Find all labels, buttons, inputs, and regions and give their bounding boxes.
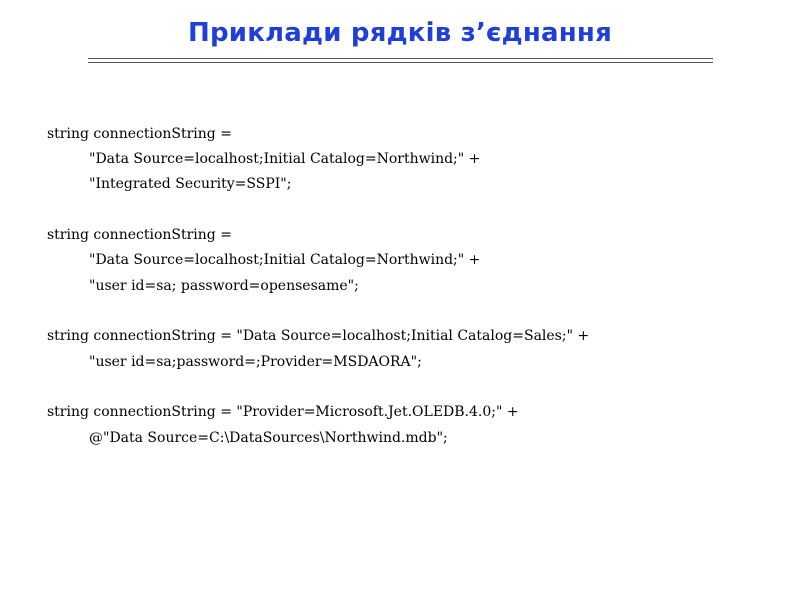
code-line: string connectionString =: [47, 126, 232, 142]
slide-title: Приклади рядків з’єднання: [188, 18, 612, 48]
code-line: string connectionString =: [47, 227, 232, 243]
code-line: @"Data Source=C:\DataSources\Northwind.mdb";: [89, 430, 448, 446]
code-line: "Integrated Security=SSPI";: [89, 176, 292, 192]
code-line: string connectionString = "Provider=Microsoft.Jet.OLEDB.4.0;" +: [47, 404, 519, 420]
code-line: "user id=sa;password=;Provider=MSDAORA";: [89, 354, 422, 370]
code-line: string connectionString = "Data Source=localhost;Initial Catalog=Sales;" +: [47, 328, 590, 344]
code-line: "Data Source=localhost;Initial Catalog=Northwind;" +: [89, 252, 481, 268]
code-line: "Data Source=localhost;Initial Catalog=Northwind;" +: [89, 151, 481, 167]
code-line: "user id=sa; password=opensesame";: [89, 278, 359, 294]
